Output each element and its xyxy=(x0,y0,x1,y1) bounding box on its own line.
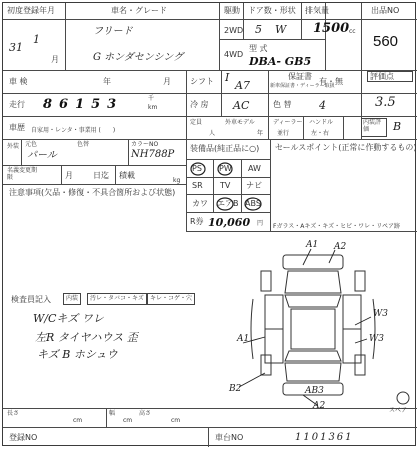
inspector-option-dirt: 汚レ・タバコ・キズ xyxy=(87,293,147,305)
ext-model-unit: 年 xyxy=(257,130,264,137)
damage-mark-rear-1: AB3 xyxy=(305,386,324,396)
load-unit: kg xyxy=(173,177,181,184)
inspector-note-3: キズ B ホシュウ xyxy=(37,348,118,361)
rename-deadline-label: 名義変更期限 xyxy=(7,167,38,181)
history-options: 自家用・レンタ・事業用 ( ) xyxy=(31,127,116,134)
exhibit-no-value: 560 xyxy=(373,33,399,50)
model-value: DBA- GB5 xyxy=(249,55,312,68)
ext-model-label: 外車モデル xyxy=(225,119,255,126)
chassis-no-value: 1101361 xyxy=(295,432,354,443)
spare-tire-label: スペア xyxy=(389,407,408,414)
mileage-label: 走行 xyxy=(9,100,25,109)
exhibit-no-label: 出品NO xyxy=(371,6,400,15)
height-label: 高さ xyxy=(139,410,152,417)
r-ticket-unit: 円 xyxy=(257,220,264,227)
damage-mark-rear-2: A2 xyxy=(313,401,326,411)
inspection-year-unit: 年 xyxy=(103,77,111,86)
color-no-label: カラーNO xyxy=(131,141,159,148)
drive-label: 駆動 xyxy=(224,6,240,15)
mileage-unit-thousand: 千 xyxy=(148,95,155,102)
damage-mark-right-2: W3 xyxy=(369,334,384,344)
shift-value: A7 xyxy=(235,79,250,92)
mileage-value: 86153 xyxy=(43,97,124,112)
dealer-label: ディーラー xyxy=(273,119,303,126)
capacity-unit: 人 xyxy=(209,130,216,137)
handle-label: ハンドル xyxy=(309,119,334,126)
inspector-label: 検査員記入 xyxy=(11,295,51,304)
equipment-leather: カワ xyxy=(192,199,208,208)
interior-rating-label: 内装評価 xyxy=(363,119,382,133)
shift-prefix: I xyxy=(225,71,230,84)
doors-shape: W xyxy=(275,23,287,36)
displacement-unit: cc xyxy=(349,28,356,35)
damage-legend: Fガラス・Aキズ・キズ・ヒビ・ワレ・リペア跡 xyxy=(273,223,401,230)
capacity-label: 定員 xyxy=(190,119,203,126)
car-name-value: フリード xyxy=(93,26,133,37)
inspection-month-unit: 月 xyxy=(163,77,171,86)
warranty-label: 保証書 xyxy=(288,72,312,81)
width-unit: cm xyxy=(123,417,133,424)
warranty-value: 有・無 xyxy=(319,77,343,86)
equipment-sr: SR xyxy=(192,181,203,190)
equipment-aw: AW xyxy=(248,164,261,173)
rename-day: 日迄 xyxy=(93,171,109,180)
interior-rating-value: B xyxy=(393,120,402,133)
history-label: 車歴 xyxy=(9,123,25,132)
width-label: 幅 xyxy=(109,410,116,417)
inspector-option-tear: キレ・コゲ・穴 xyxy=(147,293,195,305)
length-unit: cm xyxy=(73,417,83,424)
inspection-label: 車 検 xyxy=(9,77,28,86)
inspector-note-2: 左R タイヤハウス 歪 xyxy=(35,331,138,344)
load-label: 積載 xyxy=(119,171,135,180)
equipment-title: 装備品(純正品に○) xyxy=(190,144,260,153)
r-ticket-label: R券 xyxy=(190,217,204,226)
rating-value: 3.5 xyxy=(375,95,396,110)
notes-label: 注意事項(欠品・修復・不具合箇所および状態) xyxy=(9,188,176,197)
mileage-unit-km: km xyxy=(148,104,158,111)
original-color-label: 元色 xyxy=(25,141,38,148)
registration-no-label: 登録NO xyxy=(9,433,38,442)
equipment-navi: ナビ xyxy=(246,181,262,190)
doors-label: ドア数・形状 xyxy=(248,6,296,15)
exterior-label: 外装 xyxy=(7,143,20,150)
color-change-small-label: 色替 xyxy=(77,141,90,148)
drive-4wd: 4WD xyxy=(224,50,244,59)
dealer-value: 並行 xyxy=(277,130,290,137)
damage-mark-left-1: A1 xyxy=(237,334,250,344)
inspector-note-1: W/Cキズ ワレ xyxy=(33,312,104,325)
first-registration-label: 初度登録年月 xyxy=(7,6,55,15)
month-suffix: 月 xyxy=(51,55,59,64)
doors-value: 5 xyxy=(255,23,262,36)
chassis-no-label: 車台NO xyxy=(215,433,244,442)
displacement-label: 排気量 xyxy=(305,6,329,15)
grade-value: G ホンダセンシング xyxy=(93,52,184,63)
damage-mark-rear-left: B2 xyxy=(229,384,242,394)
shift-label: シフト xyxy=(190,77,214,86)
inspector-option-interior: 内装 xyxy=(63,293,81,305)
equipment-abs: ABS xyxy=(245,199,261,208)
equipment-airbag: エアB xyxy=(217,199,239,208)
color-change-label: 色 替 xyxy=(273,100,292,109)
damage-mark-front-1: A1 xyxy=(306,240,319,250)
drive-2wd: 2WD xyxy=(224,26,244,35)
damage-mark-front-2: A2 xyxy=(334,242,347,252)
rename-month: 月 xyxy=(65,171,73,180)
displacement-value: 1500 xyxy=(313,21,350,36)
color-no-value: NH788P xyxy=(131,149,175,160)
color-change-value: 4 xyxy=(319,99,326,112)
warranty-sub: 新車保証書・ディーラー取扱 xyxy=(270,83,335,89)
r-ticket-value: 10,060 xyxy=(208,216,251,229)
model-label: 型 式 xyxy=(249,44,268,53)
exterior-color-value: パール xyxy=(27,150,57,161)
auction-sheet xyxy=(2,2,416,446)
car-damage-diagram xyxy=(3,3,420,450)
rating-label: 評価点 xyxy=(370,72,394,81)
first-registration-year: 31 xyxy=(9,41,23,54)
equipment-tv: TV xyxy=(220,181,231,190)
height-unit: cm xyxy=(171,417,181,424)
car-name-label: 車名・グレード xyxy=(111,6,167,15)
equipment-pw: PW xyxy=(219,164,232,173)
equipment-ps: PS xyxy=(192,164,202,173)
damage-mark-right-1: W3 xyxy=(373,309,388,319)
handle-value: 左・右 xyxy=(311,130,330,137)
first-registration-month: 1 xyxy=(33,33,40,46)
sales-point-label: セールスポイント(正常に作動するもの) xyxy=(275,143,417,152)
ac-label: 冷 房 xyxy=(190,100,209,109)
ac-value: AC xyxy=(233,99,250,112)
length-label: 長さ xyxy=(7,410,20,417)
